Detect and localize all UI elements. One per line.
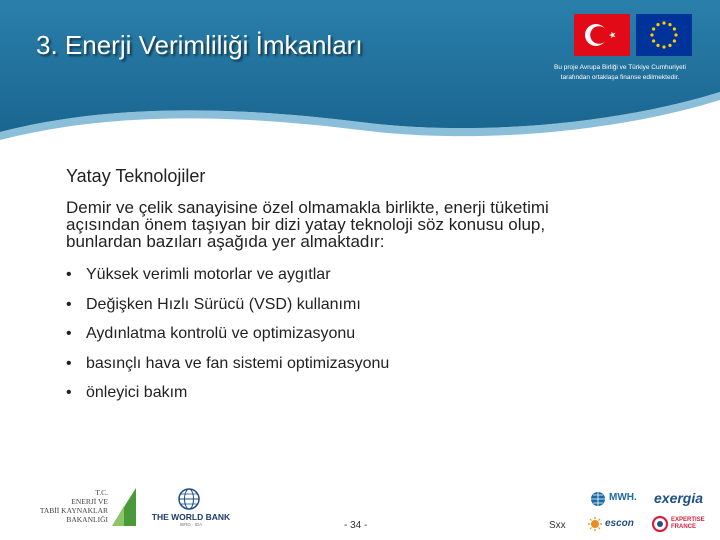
globe-icon [178,488,200,510]
bullet-item [66,266,666,296]
intro-line: bunlardan bazıları aşağıda yer almaktadır: [66,232,385,251]
section-heading: Yatay Teknolojiler [66,166,206,186]
funding-note-line: tarafından ortaklaşa finanse edilmektedir. [560,74,680,81]
bullet-text: Değişken Hızlı Sürücü (VSD) kullanımı [86,295,361,313]
expertise-france-text: EXPERTISE [671,517,705,523]
bullet-icon: • [66,295,72,313]
intro-line: açısından önem taşıyan bir dizi yatay teknoloji söz konusu olup, [66,215,546,234]
world-bank-name: THE WORLD BANK [151,512,231,522]
ministry-logo-text: T.C. [95,488,108,497]
eu-flag-icon [636,14,692,56]
ministry-logo [36,486,136,530]
bullet-item [66,296,666,326]
expertise-france-logo [652,514,714,536]
escon-logo [588,515,638,533]
mwh-logo [590,489,652,509]
bullet-text: Yüksek verimli motorlar ve aygıtlar [86,266,331,283]
bullet-item [66,325,666,355]
intro-paragraph [66,199,666,250]
bullet-icon: • [66,266,72,283]
bullet-item [66,355,666,385]
turkey-flag-icon [574,14,630,56]
bullet-text: basınçlı hava ve fan sistemi optimizasyonu [86,354,390,372]
ministry-logo-text: ENERJİ VE [71,497,108,506]
bullet-text: Aydınlatma kontrolü ve optimizasyonu [86,325,356,342]
funding-note [520,63,720,83]
mwh-logo-text: MWH. [609,492,637,503]
bullet-text: önleyici bakım [86,384,188,401]
slide-code: Sxx [549,520,566,531]
escon-logo-text: escon [605,518,634,529]
funding-note-line: Bu proje Avrupa Birliği ve Türkiye Cumhuriyeti [554,64,686,71]
escon-sun-icon [588,517,602,531]
mwh-globe-icon [590,491,606,507]
bullet-icon: • [66,384,72,401]
bullet-icon: • [66,325,72,342]
ministry-logo-text: TABİİ KAYNAKLAR [39,506,108,515]
slide-content [66,166,666,414]
page-title: 3. Enerji Verimliliği İmkanları [36,30,363,60]
bullet-list [66,266,666,414]
exergia-logo [654,489,714,509]
bullet-item [66,384,666,414]
world-bank-sub: IBRD · IDA [179,522,203,527]
expertise-france-text: FRANCE [671,524,696,530]
intro-line: Demir ve çelik sanayisine özel olmamakla birlikte, enerji tüketimi [66,198,549,217]
ministry-emblem-icon [112,488,136,526]
expertise-france-icon [652,516,668,532]
bullet-icon: • [66,354,72,372]
world-bank-logo [146,488,236,528]
header-band [0,0,720,150]
exergia-logo-text: exergia [654,490,704,506]
page-number: - 34 - [344,520,368,531]
ministry-logo-text: BAKANLIĞI [66,515,108,524]
